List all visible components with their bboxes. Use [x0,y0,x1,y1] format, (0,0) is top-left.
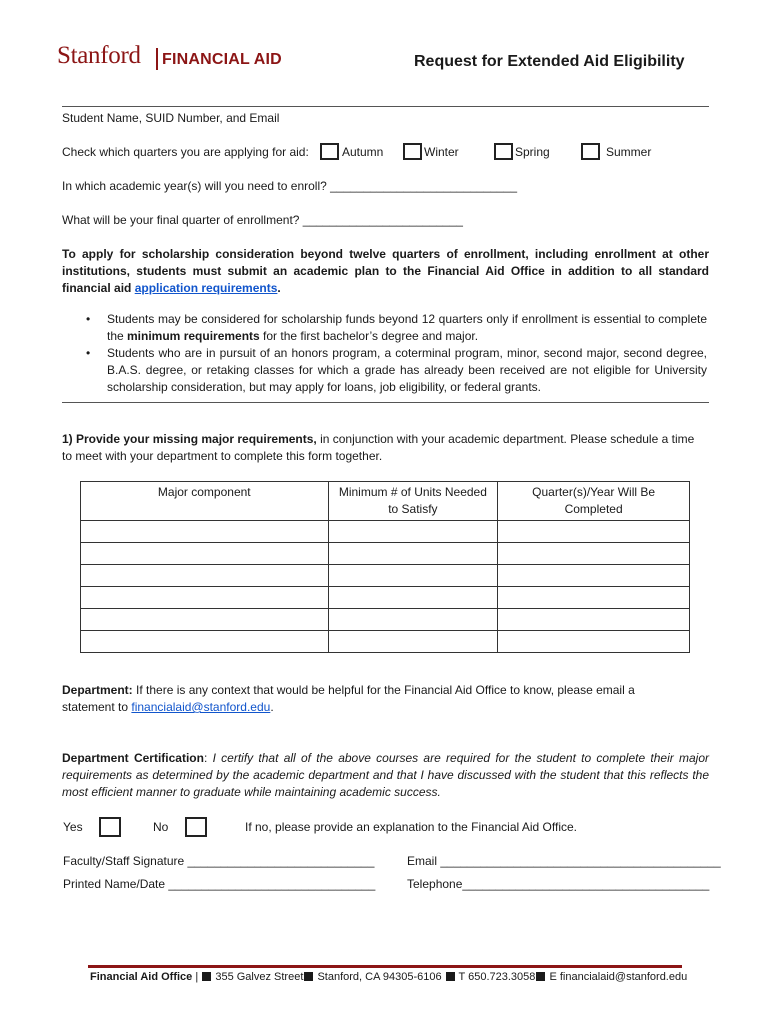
bullet-1-pre: Students may be considered for scholarship funds beyond 12 quarters only if enrollment is essential to complete the [107,312,707,343]
winter-checkbox[interactable] [403,143,422,160]
table-cell[interactable] [81,609,329,631]
square-bullet-icon [446,972,455,981]
final-quarter-field[interactable]: What will be your final quarter of enrollment? ________________________ [62,213,463,227]
table-row [81,631,690,653]
no-label: No [153,820,169,834]
table-row [81,609,690,631]
bullet-1-post: for the first bachelor’s degree and major. [259,329,479,343]
yes-checkbox[interactable] [99,817,121,837]
col-major-component: Major component [81,482,329,521]
quarters-prompt: Check which quarters you are applying for aid: [62,145,309,159]
table-cell[interactable] [328,609,498,631]
footer-office: Financial Aid Office [90,971,193,983]
section-1-text: in conjunction with your academic department. Please schedule a time to meet with your department to complete this form together. [62,432,695,463]
notice-text: To apply for scholarship consideration beyond twelve quarters of enrollment, including enrollment at other institutions, students must submit an academic plan to the Financial Aid Office in addition to all standard financial aid [62,247,709,295]
table-cell[interactable] [498,521,690,543]
major-requirements-table [80,481,690,653]
scholarship-notice [62,246,709,297]
department-text: If there is any context that would be helpful for the Financial Aid Office to know, please email a statement to [62,683,635,714]
eligibility-bullets [62,311,707,396]
summer-checkbox[interactable] [581,143,600,160]
col-minimum-units: Minimum # of Units Needed to Satisfy [328,482,498,521]
table-cell[interactable] [328,587,498,609]
logo-divider [156,48,158,70]
bullet-item: • Students who are in pursuit of an honors program, a coterminal program, minor, second major, second degree, B.A.S. degree, or retaking classes for which a grade has already been received are not eligible for University scholarship consideration, but may apply for loans, job eligibility, or federal grants. [62,345,707,396]
table-cell[interactable] [81,543,329,565]
footer-phone: T 650.723.3058 [458,971,536,983]
table-cell[interactable] [498,587,690,609]
logo-department: FINANCIAL AID [162,51,282,68]
bullet-1-bold: minimum requirements [127,329,260,343]
winter-label: Winter [424,145,459,159]
student-info-field[interactable]: Student Name, SUID Number, and Email [62,111,280,125]
table-cell[interactable] [328,565,498,587]
no-explanation-prompt: If no, please provide an explanation to the Financial Aid Office. [245,820,577,834]
col-quarter-year: Quarter(s)/Year Will Be Completed [498,482,690,521]
department-end: . [270,700,274,714]
table-row [81,587,690,609]
spring-label: Spring [515,145,550,159]
bullet-item [62,311,707,345]
certification-colon: : [203,751,213,765]
footer-bar [88,965,682,968]
faculty-signature-field[interactable]: Faculty/Staff Signature ____________________________ [63,854,375,868]
summer-label: Summer [606,145,652,159]
academic-year-field[interactable]: In which academic year(s) will you need to enroll? ____________________________ [62,179,517,193]
no-checkbox[interactable] [185,817,207,837]
certification-text: I certify that all of the above courses are required for the student to complete their major requirements as determined by the academic department and that I have discussed with the student that this reflects the most efficient manner to graduate while maintaining academic success. [62,751,709,799]
table-cell[interactable] [81,587,329,609]
section-1-heading: 1) Provide your missing major requirements, [62,432,317,446]
notice-end: . [277,281,281,295]
yes-label: Yes [63,820,83,834]
header-divider [62,106,709,107]
table-cell[interactable] [498,609,690,631]
telephone-field[interactable]: Telephone_____________________________________ [407,877,710,891]
table-row [81,521,690,543]
table-cell[interactable] [81,521,329,543]
autumn-checkbox[interactable] [320,143,339,160]
footer-contact [90,971,687,983]
table-row [81,543,690,565]
email-field[interactable]: Email __________________________________________ [407,854,721,868]
table-cell[interactable] [81,565,329,587]
footer-address: 355 Galvez Street [215,971,304,983]
table-header-row [81,482,690,521]
department-certification [62,750,709,801]
department-note [62,682,682,716]
footer-city: Stanford, CA 94305-6106 [317,971,442,983]
footer-email: E financialaid@stanford.edu [549,971,688,983]
table-cell[interactable] [498,543,690,565]
application-requirements-link[interactable]: application requirements [134,281,278,295]
square-bullet-icon [536,972,545,981]
square-bullet-icon [202,972,211,981]
table-row [81,565,690,587]
stanford-logo-wordmark: Stanford [57,42,141,69]
table-cell[interactable] [328,543,498,565]
section-1-instructions [62,431,702,465]
printed-name-date-field[interactable]: Printed Name/Date _______________________________ [63,877,376,891]
table-cell[interactable] [498,631,690,653]
table-cell[interactable] [328,521,498,543]
autumn-label: Autumn [342,145,384,159]
spring-checkbox[interactable] [494,143,513,160]
section-divider [62,402,709,403]
table-cell[interactable] [81,631,329,653]
financialaid-email-link[interactable]: financialaid@stanford.edu [131,700,271,714]
department-heading: Department: [62,683,133,697]
table-cell[interactable] [498,565,690,587]
page-title: Request for Extended Aid Eligibility [414,53,685,70]
table-cell[interactable] [328,631,498,653]
certification-heading: Department Certification [62,751,204,765]
footer-sep: | [192,971,202,983]
square-bullet-icon [304,972,313,981]
